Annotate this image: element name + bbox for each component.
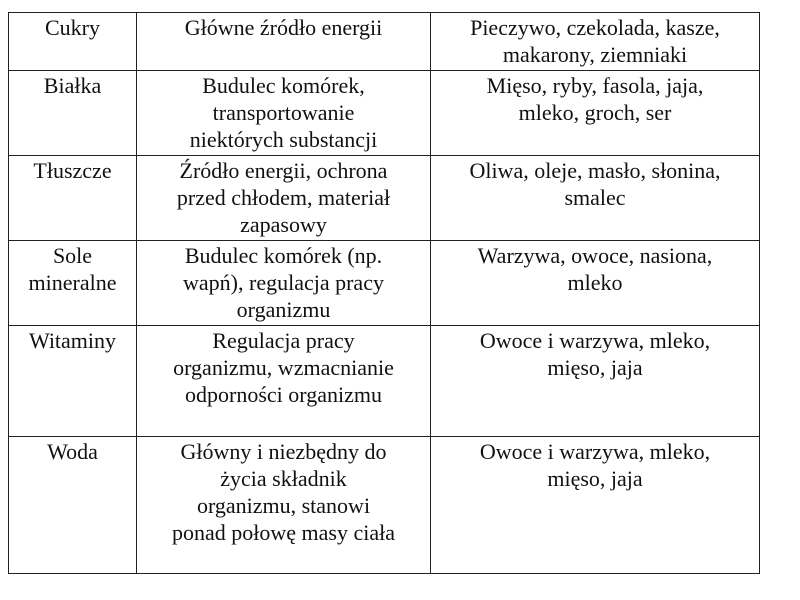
cell-line: smalec [564,185,626,210]
cell-line: Budulec komórek, [202,73,365,98]
cell-line: odporności organizmu [185,382,382,407]
cell-line: ponad połowę masy ciała [172,520,395,545]
nutrients-table [8,12,760,574]
function-cell [137,437,431,574]
cell-line: Białka [43,73,102,98]
nutrient-cell [9,326,137,437]
cell-line: mięso, jaja [547,466,643,491]
cell-line: Regulacja pracy [212,328,355,353]
cell-line: Owoce i warzywa, mleko, [479,439,711,464]
cell-line: życia składnik [220,466,347,491]
table-row [9,437,760,574]
cell-line: Główne źródło energii [184,15,383,40]
cell-line: Woda [47,439,98,464]
sources-cell [431,156,760,241]
cell-line: mineralne [28,270,117,295]
sources-cell [431,437,760,574]
function-cell [137,326,431,437]
cell-line: mleko, groch, ser [518,100,672,125]
nutrient-cell [9,241,137,326]
table-row [9,13,760,71]
nutrient-cell [9,71,137,156]
function-cell [137,71,431,156]
cell-line: Mięso, ryby, fasola, jaja, [486,73,704,98]
cell-line: Oliwa, oleje, masło, słonina, [469,158,721,183]
cell-line: organizmu, stanowi [196,493,371,518]
cell-line: Tłuszcze [33,158,112,183]
table-row [9,156,760,241]
table-row [9,326,760,437]
cell-line: Pieczywo, czekolada, kasze, [470,15,720,40]
sources-cell [431,326,760,437]
cell-line: Owoce i warzywa, mleko, [479,328,711,353]
sources-cell [431,13,760,71]
function-cell [137,156,431,241]
cell-line: Sole [52,243,93,268]
cell-line: niektórych substancji [189,127,378,152]
nutrient-cell [9,437,137,574]
cell-line: organizmu, wzmacnianie [173,355,394,380]
sources-cell [431,71,760,156]
cell-line: wapń), regulacja pracy [183,270,384,295]
cell-line: Budulec komórek (np. [184,243,383,268]
nutrient-cell [9,156,137,241]
cell-line: zapasowy [240,212,327,237]
function-cell [137,13,431,71]
cell-line: makarony, ziemniaki [502,42,688,67]
cell-line: mleko [567,270,623,295]
cell-line: transportowanie [212,100,355,125]
sources-cell [431,241,760,326]
function-cell [137,241,431,326]
cell-line: Główny i niezbędny do [180,439,387,464]
nutrient-cell [9,13,137,71]
cell-line: Źródło energii, ochrona [179,158,388,183]
table-row [9,71,760,156]
cell-line: Witaminy [28,328,117,353]
table-row [9,241,760,326]
cell-line: przed chłodem, materiał [176,185,391,210]
cell-line: organizmu [236,297,331,322]
cell-line: mięso, jaja [547,355,643,380]
cell-line: Warzywa, owoce, nasiona, [477,243,713,268]
cell-line: Cukry [45,15,100,40]
